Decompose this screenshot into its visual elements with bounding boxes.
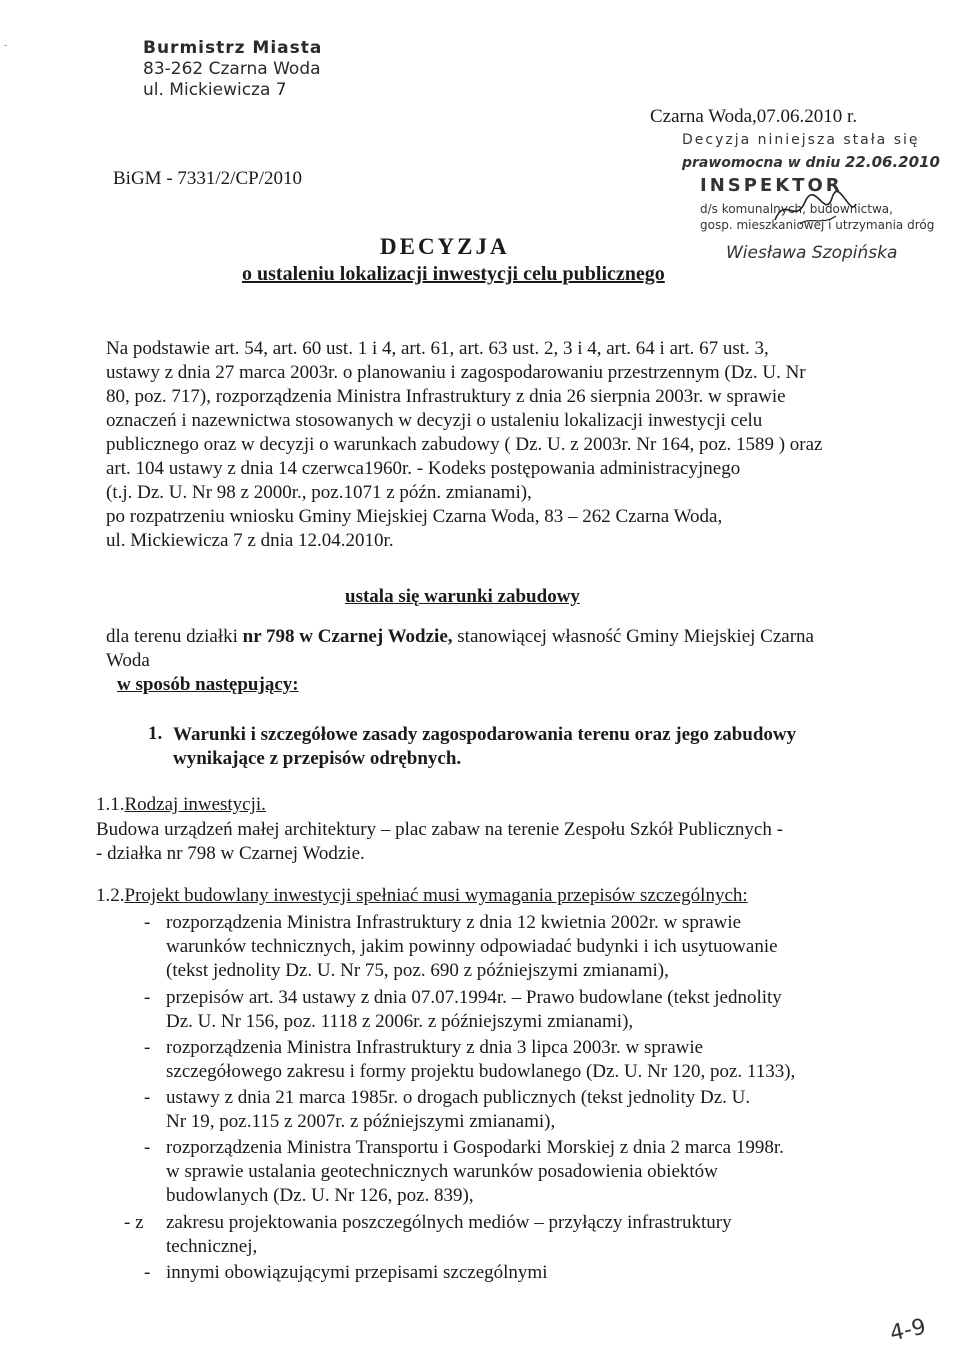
regulation-line: rozporządzenia Ministra Infrastruktury z dnia 3 lipca 2003r. w sprawie [166,1037,704,1058]
regulation-item [144,1261,548,1285]
regulation-line: innymi obowiązującymi przepisami szczególnymi [166,1262,548,1283]
regulation-line: ustawy z dnia 21 marca 1985r. o drogach publicznych (tekst jednolity Dz. U. [166,1087,751,1108]
place-date: Czarna Woda,07.06.2010 r. [650,106,858,127]
legal-basis-line: po rozpatrzeniu wniosku Gminy Miejskiej Czarna Woda, 83 – 262 Czarna Woda, [106,506,723,527]
inspector-stamp-line1: Decyzja niniejsza stała się [682,132,920,148]
decision-heading: ustala się warunki zabudowy [345,586,580,607]
regulation-item [144,911,778,983]
reference-number: BiGM - 7331/2/CP/2010 [113,168,302,189]
manner-heading: w sposób następujący: [117,674,299,695]
inspector-stamp-line2: prawomocna w dniu [682,155,841,171]
corner-mark: - [4,40,8,51]
regulation-item [144,1036,796,1084]
legal-basis-line: oznaczeń i nazewnictwa stosowanych w decyzji o ustaleniu lokalizacji inwestycji celu [106,410,763,431]
page-mark: 4-9 [887,1314,929,1347]
list-dash: - z [124,1212,144,1233]
list-dash: - [144,987,151,1008]
validity-date: 22.06.2010 [845,153,940,171]
section1-number: 1. [148,723,163,744]
legal-basis-line: art. 104 ustawy z dnia 14 czerwca1960r. - Kodeks postępowania administracyjnego [106,458,741,479]
regulation-line: Dz. U. Nr 156, poz. 1118 z 2006r. z późniejszymi zmianami), [166,1011,634,1032]
signature-icon [770,190,860,230]
regulation-line: w sprawie ustalania geotechnicznych warunków posadowienia obiektów [166,1161,718,1182]
section1-title [173,723,796,771]
parcel-number: nr 798 w Czarnej Wodzie, [242,626,453,647]
regulation-line: rozporządzenia Ministra Transportu i Gospodarki Morskiej z dnia 2 marca 1998r. [166,1137,784,1158]
regulation-line: (tekst jednolity Dz. U. Nr 75, poz. 690 z późniejszymi zmianami), [166,960,669,981]
decision-subtitle: o ustaleniu lokalizacji inwestycji celu publicznego [242,263,665,285]
decision-title: DECYZJA [380,234,510,259]
legal-basis-line: Na podstawie art. 54, art. 60 ust. 1 i 4, art. 61, art. 63 ust. 2, 3 i 4, art. 64 i art. 67 ust. 3, [106,338,769,359]
s11-number: 1.1. [96,794,125,815]
legal-basis-line: ustawy z dnia 27 marca 2003r. o planowaniu i zagospodarowaniu przestrzennym (Dz. U. Nr [106,362,806,383]
inspector-title: INSPEKTOR [700,175,843,196]
inspector-stamp-line4: d/s komunalnych, budownictwa, [700,202,893,216]
s11-title: Rodzaj inwestycji. [124,794,266,815]
section1-line1: Warunki i szczegółowe zasady zagospodarowania terenu oraz jego zabudowy [173,724,797,745]
section1-line2: wynikające z przepisów odrębnych. [173,748,462,769]
inspector-name: Wiesława Szopińska [726,243,898,263]
regulation-line: szczegółowego zakresu i formy projektu budowlanego (Dz. U. Nr 120, poz. 1133), [166,1061,796,1082]
regulation-item [144,986,782,1034]
parcel-lead: dla terenu działki [106,626,238,647]
issuer-stamp [143,38,322,101]
s12-title: Projekt budowlany inwestycji spełniać musi wymagania przepisów szczególnych: [124,885,748,906]
legal-basis-line: ul. Mickiewicza 7 z dnia 12.04.2010r. [106,530,394,551]
list-dash: - [144,1037,151,1058]
list-dash: - [144,1137,151,1158]
inspector-stamp-line5: gosp. mieszkaniowej i utrzymania dróg [700,218,935,232]
s11-line2: - działka nr 798 w Czarnej Wodzie. [96,843,365,864]
legal-basis-line: (t.j. Dz. U. Nr 98 z 2000r., poz.1071 z późn. zmianami), [106,482,532,503]
regulation-line: rozporządzenia Ministra Infrastruktury z dnia 12 kwietnia 2002r. w sprawie [166,912,742,933]
regulation-item [144,1136,784,1208]
issuer-stamp-line2: 83-262 Czarna Woda [143,59,321,79]
parcel-line1 [106,625,814,649]
s11-heading [96,794,266,816]
legal-basis [106,337,822,553]
regulation-line: warunków technicznych, jakim powinny odpowiadać budynki i ich usytuowanie [166,936,778,957]
s11-body [96,818,783,866]
issuer-stamp-line3: ul. Mickiewicza 7 [143,80,287,100]
s11-line1: Budowa urządzeń małej architektury – plac zabaw na terenie Zespołu Szkół Publicznych - [96,819,783,840]
list-dash: - [144,1087,151,1108]
legal-basis-line: 80, poz. 717), rozporządzenia Ministra Infrastruktury z dnia 26 sierpnia 2003r. w sprawie [106,386,786,407]
parcel-description [106,625,814,673]
regulation-line: budowlanych (Dz. U. Nr 126, poz. 839), [166,1185,474,1206]
s12-heading [96,885,748,907]
parcel-line2: Woda [106,650,150,671]
regulation-item [144,1086,751,1134]
regulation-item [124,1211,732,1259]
parcel-rest: stanowiącej własność Gminy Miejskiej Czarna [457,626,814,647]
list-dash: - [144,912,151,933]
regulation-line: przepisów art. 34 ustawy z dnia 07.07.1994r. – Prawo budowlane (tekst jednolity [166,987,782,1008]
issuer-stamp-line1: Burmistrz Miasta [143,38,323,58]
s12-number: 1.2. [96,885,125,906]
regulation-line: Nr 19, poz.115 z 2007r. z późniejszymi zmianami), [166,1111,556,1132]
legal-basis-line: publicznego oraz w decyzji o warunkach zabudowy ( Dz. U. z 2003r. Nr 164, poz. 1589 ) oraz [106,434,823,455]
regulation-line: technicznej, [166,1236,258,1257]
list-dash: - [144,1262,151,1283]
regulation-line: zakresu projektowania poszczególnych mediów – przyłączy infrastruktury [166,1212,732,1233]
